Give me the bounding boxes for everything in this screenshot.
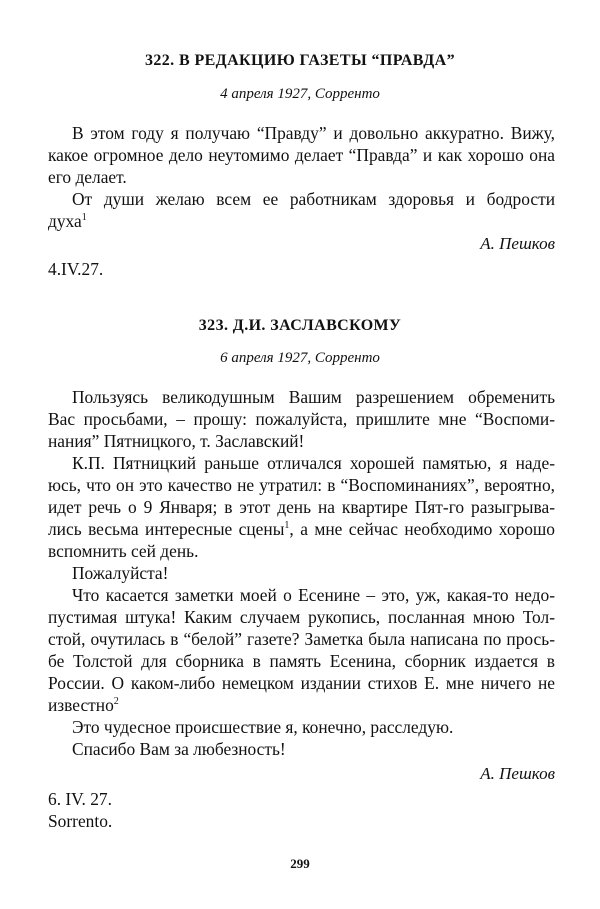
letter-323-p1-line1: Пользуясь великодушным Вашим разрешением обременить bbox=[72, 387, 555, 407]
letter-322-p1-line2: какое огромное дело неутомимо делает “Правда” и как хорошо она bbox=[48, 145, 555, 165]
letter-323-p1-line2: Вас просьбами, – прошу: пожалуйста, пришлите мне “Воспоми- bbox=[48, 409, 555, 429]
letter-322-p1-line1: В этом году я получаю “Правду” и довольно аккуратно. Вижу, bbox=[72, 123, 555, 143]
letter-323-p6: Спасибо Вам за любезность! bbox=[72, 739, 286, 759]
letter-323-p2-line4-b: , а мне сейчас необходимо хорошо bbox=[289, 519, 556, 539]
letter-322-p2-text: духа bbox=[48, 211, 82, 231]
footnote-marker: 1 bbox=[81, 212, 87, 224]
letter-322-signature: А. Пешков bbox=[480, 234, 555, 253]
letter-323-p4-line4: бе Толстой для сборника в память Есенина, сборник издается в bbox=[48, 651, 555, 671]
letter-323-dateline: 6 апреля 1927, Сорренто bbox=[220, 350, 380, 366]
letter-323-p4-line1: Что касается заметки моей о Есенине – это, уж, какая-то недо- bbox=[72, 585, 555, 605]
letter-323-closing-date: 6. IV. 27. bbox=[48, 789, 112, 809]
footnote-marker: 1 bbox=[284, 520, 290, 532]
letter-323-p2-line4-a: лись весьма интересные сцены bbox=[48, 519, 285, 539]
letter-323-p4-line2: пустимая штука! Каким случаем рукопись, посланная мною Тол- bbox=[48, 607, 555, 627]
letter-323-p4-line6 bbox=[48, 694, 119, 716]
letter-323-p1-line3: нания” Пятницкого, т. Заславский! bbox=[48, 431, 305, 451]
letter-323-p3: Пожалуйста! bbox=[72, 563, 169, 583]
letter-323-signature: А. Пешков bbox=[480, 764, 555, 783]
letter-323-p4-line5: России. О каком-либо немецком издании стихов Е. мне ничего не bbox=[48, 673, 555, 693]
letter-323-p5: Это чудесное происшествие я, конечно, расследую. bbox=[72, 717, 454, 737]
page-number: 299 bbox=[290, 856, 310, 871]
letter-322-dateline: 4 апреля 1927, Сорренто bbox=[220, 86, 380, 102]
letter-323-p2-line2: юсь, что он это качество не утратил: в “Воспоминаниях”, вероятно, bbox=[48, 475, 555, 495]
letter-323-p2-line3: идет речь о 9 Января; в этот день на квартире Пят-го разыгрыва- bbox=[48, 497, 555, 517]
letter-323-p2-line5: вспомнить сей день. bbox=[48, 541, 199, 561]
letter-322-p1-line3: его делает. bbox=[48, 167, 127, 187]
letter-322-heading: 322. В РЕДАКЦИЮ ГАЗЕТЫ “ПРАВДА” bbox=[144, 52, 456, 69]
footnote-marker: 2 bbox=[113, 696, 119, 708]
letter-322-p2-line2 bbox=[48, 210, 87, 232]
letter-323-p2-line4 bbox=[48, 518, 555, 540]
letter-323-p4-line6-text: известно bbox=[48, 695, 114, 715]
letter-323-p2-line1: К.П. Пятницкий раньше отличался хорошей памятью, я наде- bbox=[72, 453, 555, 473]
letter-322-p2-line1: От души желаю всем ее работникам здоровья и бодрости bbox=[72, 189, 555, 209]
letter-323-closing-place: Sorrento. bbox=[48, 811, 113, 831]
letter-323-p4-line3: стой, очутилась в “белой” газете? Заметка была написана по прось- bbox=[48, 629, 555, 649]
letter-323-heading: 323. Д.И. ЗАСЛАВСКОМУ bbox=[198, 317, 402, 334]
letter-322-closing-date: 4.IV.27. bbox=[48, 259, 104, 279]
